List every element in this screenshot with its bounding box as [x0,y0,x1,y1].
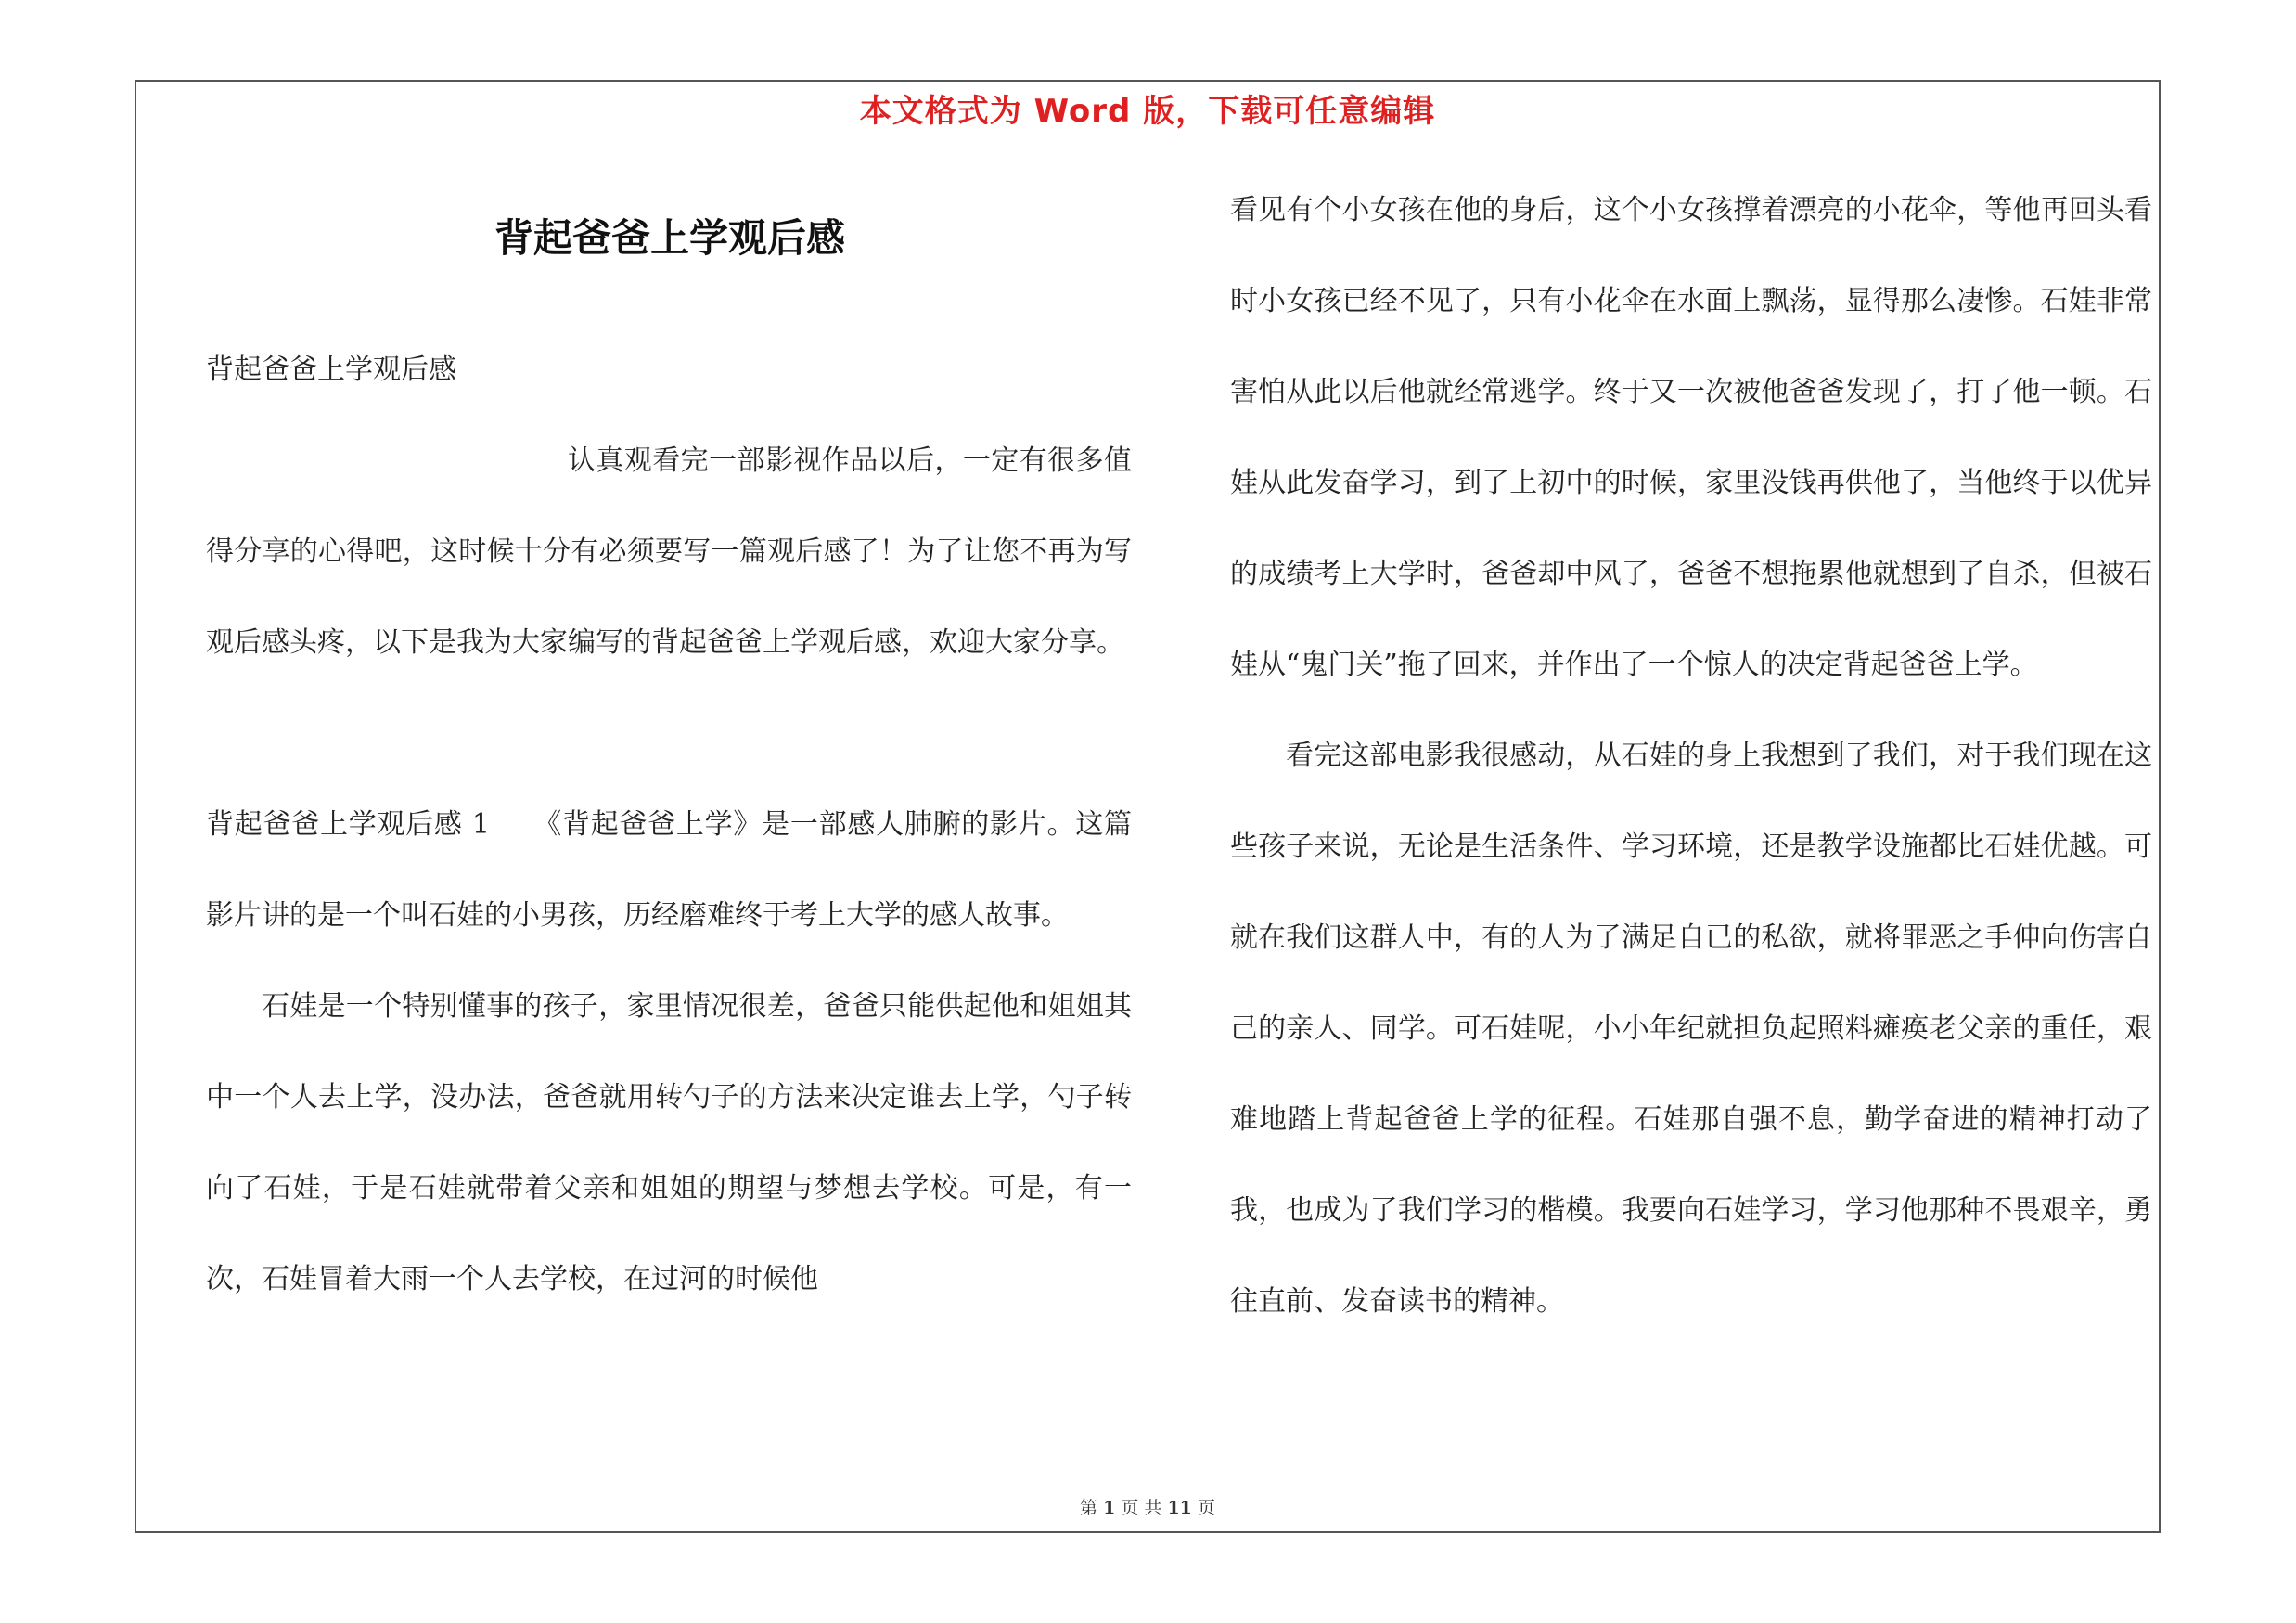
footer-prefix: 第 [1080,1498,1098,1518]
footer-middle: 页 共 [1121,1498,1162,1518]
reflection-paragraph: 看完这部电影我很感动，从石娃的身上我想到了我们，对于我们现在这些孩子来说，无论是生活条件、学习环境，还是教学设施都比石娃优越。可就在我们这群人中，有的人为了满足自已的私欲，就将罪恶之手伸向伤害自己的亲人、同学。可石娃呢，小小年纪就担负起照料瘫痪老父亲的重任，艰难地踏上背起爸爸上学的征程。石娃那自强不息，勤学奋进的精神打动了我，也成为了我们学习的楷模。我要向石娃学习，学习他那种不畏艰辛，勇往直前、发奋读书的精神。 [1230,740,2152,1318]
document-title: 背起爸爸上学观后感 [494,215,845,261]
right-text-column [1230,165,2152,1347]
review-1-paragraph: 背起爸爸上学观后感 1 《背起爸爸上学》是一部感人肺腑的影片。这篇影片讲的是一个叫石娃的小男孩，历经磨难终于考上大学的感人故事。 [206,808,1132,932]
left-text-column [206,325,1132,1325]
page-number-footer [135,1494,2161,1519]
current-page-number: 1 [1103,1498,1116,1518]
total-page-count: 11 [1167,1498,1192,1518]
intro-paragraph: 认真观看完一部影视作品以后，一定有很多值得分享的心得吧，这时候十分有必须要写一篇观后感了！为了让您不再为写观后感头疼，以下是我为大家编写的背起爸爸上学观后感，欢迎大家分享。 [206,444,1132,659]
footer-suffix: 页 [1197,1498,1215,1518]
subtitle-paragraph: 背起爸爸上学观后感 [206,354,456,386]
word-format-banner: 本文格式为 Word 版，下载可任意编辑 [859,93,1436,130]
blank-line [206,689,1132,779]
story-paragraph: 石娃是一个特别懂事的孩子，家里情况很差，爸爸只能供起他和姐姐其中一个人去上学，没办法，爸爸就用转勺子的方法来决定谁去上学，勺子转向了石娃，于是石娃就带着父亲和姐姐的期望与梦想去学校。可是，有一次，石娃冒着大雨一个人去学校，在过河的时候他 [206,990,1132,1295]
story-continued-paragraph: 看见有个小女孩在他的身后，这个小女孩撑着漂亮的小花伞，等他再回头看时小女孩已经不见了，只有小花伞在水面上飘荡，显得那么凄惨。石娃非常害怕从此以后他就经常逃学。终于又一次被他爸爸发现了，打了他一顿。石娃从此发奋学习，到了上初中的时候，家里没钱再供他了，当他终于以优异的成绩考上大学时，爸爸却中风了，爸爸不想拖累他就想到了自杀，但被石娃从“鬼门关”拖了回来，并作出了一个惊人的决定背起爸爸上学。 [1230,194,2152,681]
